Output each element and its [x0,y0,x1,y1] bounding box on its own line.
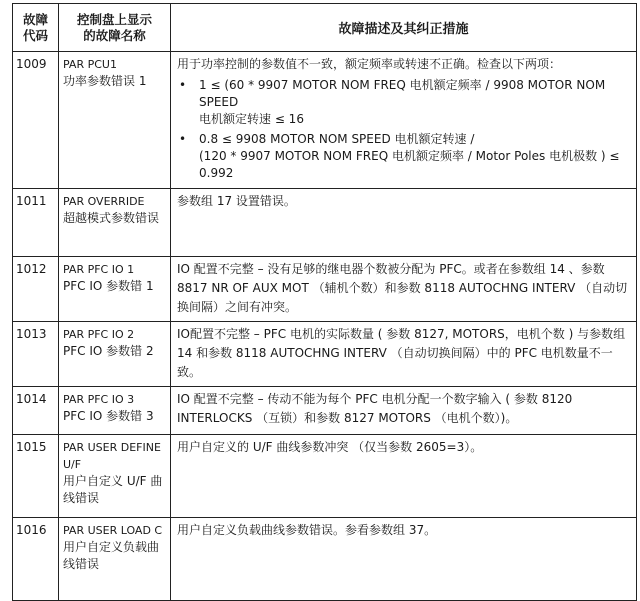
fault-code: 1011 [13,189,59,257]
fault-name-cn: PFC IO 参数错 3 [63,409,154,423]
fault-name [59,387,171,435]
fault-description: 参数组 17 设置错误。 [171,189,637,257]
check-2-line3: 0.992 [199,166,234,180]
header-name-line2: 的故障名称 [83,27,146,43]
table-row [13,435,637,518]
check-2-line1: 0.8 ≤ 9908 MOTOR NOM SPEED 电机额定转速 / [199,132,475,146]
description-intro: 用于功率控制的参数值不一致，额定频率或转速不正确。检查以下两项： [177,57,562,71]
check-2-line2: (120 * 9907 MOTOR NOM FREQ 电机额定频率 / Motor Poles 电机极数 ) ≤ [199,149,620,163]
fault-code: 1016 [13,518,59,601]
fault-name [59,189,171,257]
table-row [13,189,637,257]
header-code-line1: 故障 [22,11,48,27]
fault-name-cn: 用户自定义 U/F 曲线错误 [63,474,163,505]
check-1-line2: 电机额定转速 ≤ 16 [199,112,304,126]
table-row [13,322,637,387]
fault-code: 1015 [13,435,59,518]
fault-name-en: PAR USER DEFINE U/F [63,441,161,471]
fault-code: 1009 [13,52,59,189]
fault-description: IO 配置不完整 – 传动不能为每个 PFC 电机分配一个数字输入 ( 参数 8120 INTERLOCKS （互锁）和参数 8127 MOTORS （电机个数）)。 [171,387,637,435]
fault-code: 1013 [13,322,59,387]
fault-name-cn: 超越模式参数错误 [63,211,160,225]
check-list [177,77,630,182]
fault-name [59,52,171,189]
fault-description: 用户自定义负载曲线参数错误。参看参数组 37。 [171,518,637,601]
header-code-line2: 代码 [22,27,48,43]
fault-name [59,518,171,601]
header-fault-description: 故障描述及其纠正措施 [171,4,637,52]
fault-name-cn: 功率参数错误 1 [63,74,147,88]
header-name-line1: 控制盘上显示 [76,11,152,27]
table-row [13,518,637,601]
bullet-icon: • [179,78,187,92]
table-row [13,257,637,322]
fault-code-table [12,3,637,601]
fault-name-en: PAR PFC IO 3 [63,393,135,406]
list-item [179,77,630,128]
table-row [13,52,637,189]
fault-name-en: PAR OVERRIDE [63,195,145,208]
fault-description: IO配置不完整 – PFC 电机的实际数量 ( 参数 8127, MOTORS，电机个数 ) 与参数组 14 和参数 8118 AUTOCHNG INTERV （自动切换间隔）中的 PFC 电机数量不一致。 [171,322,637,387]
fault-code: 1014 [13,387,59,435]
fault-name [59,322,171,387]
fault-name-cn: PFC IO 参数错 2 [63,344,154,358]
fault-description: IO 配置不完整 – 没有足够的继电器个数被分配为 PFC。或者在参数组 14 、参数 8817 NR OF AUX MOT （辅机个数）和参数 8118 AUTOCHNG INTERV （自动切换间隔）之间有冲突。 [171,257,637,322]
fault-name-en: PAR PFC IO 1 [63,263,135,276]
fault-name-cn: 用户自定义负载曲线错误 [63,540,160,571]
fault-name-cn: PFC IO 参数错 1 [63,279,154,293]
table-header-row [13,4,637,52]
fault-name [59,257,171,322]
list-item [179,131,630,182]
table-row [13,387,637,435]
fault-description: 用户自定义的 U/F 曲线参数冲突 （仅当参数 2605=3）。 [171,435,637,518]
check-1-line1: 1 ≤ (60 * 9907 MOTOR NOM FREQ 电机额定频率 / 9908 MOTOR NOM SPEED [199,78,606,109]
header-fault-name [59,4,171,52]
bullet-icon: • [179,132,187,146]
header-fault-code [13,4,59,52]
fault-name-en: PAR USER LOAD C [63,524,163,537]
fault-name-en: PAR PCU1 [63,58,117,71]
fault-name-en: PAR PFC IO 2 [63,328,135,341]
fault-name [59,435,171,518]
fault-description [171,52,637,189]
fault-code: 1012 [13,257,59,322]
